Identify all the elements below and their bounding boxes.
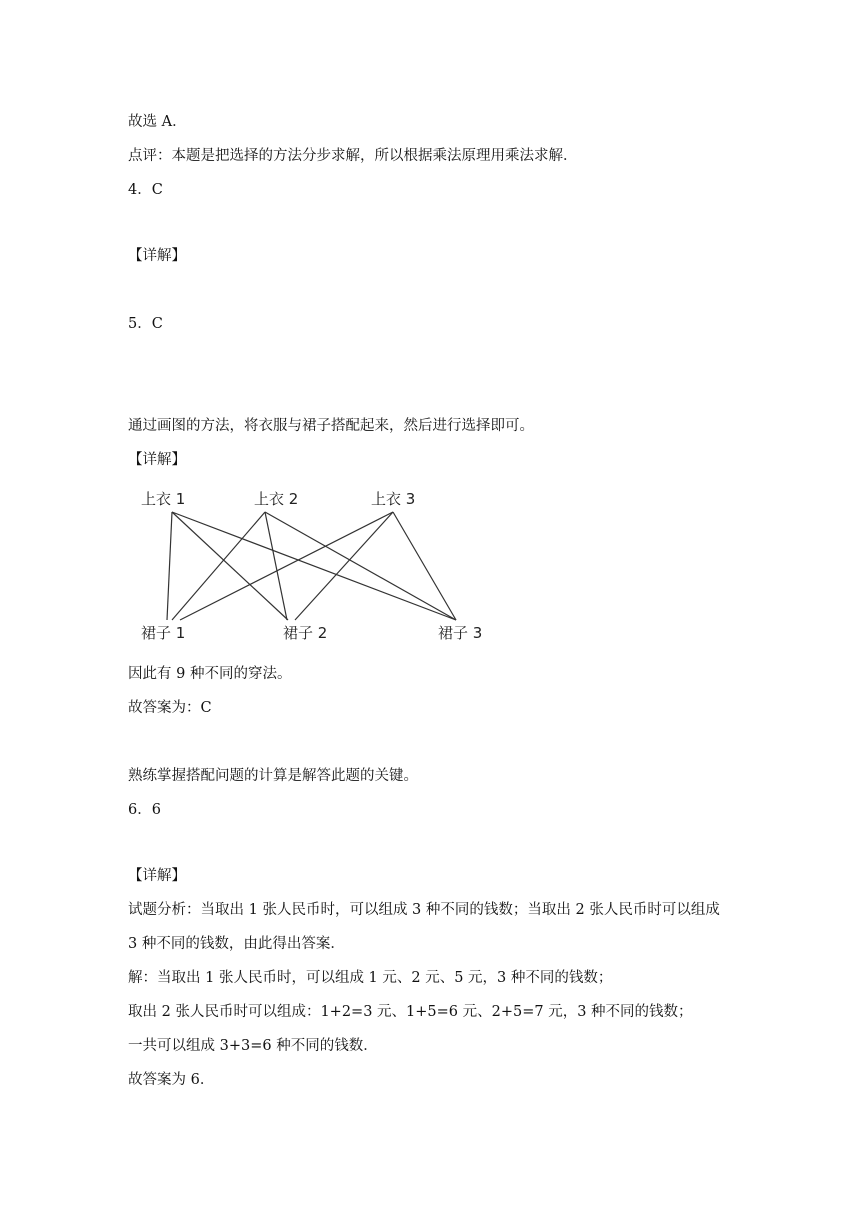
skirt-label-3: 裙子 3 <box>438 624 483 642</box>
line-top1-skirt1 <box>167 512 172 620</box>
answer-line: 故答案为：C <box>128 700 212 716</box>
top-label-2: 上衣 2 <box>254 490 299 508</box>
solution-line-1: 解：当取出 1 张人民币时，可以组成 1 元、2 元、5 元，3 种不同的钱数； <box>128 970 613 986</box>
analysis-line: 试题分析：当取出 1 张人民币时，可以组成 3 种不同的钱数；当取出 2 张人民币时可以组成 <box>128 902 720 918</box>
solution-line-3: 一共可以组成 3+3=6 种不同的钱数． <box>128 1038 378 1054</box>
detail-heading: 【详解】 <box>128 248 186 264</box>
question-4-answer: 4．C <box>128 182 163 198</box>
skirt-label-2: 裙子 2 <box>283 624 328 642</box>
answer-line: 故答案为 6． <box>128 1072 215 1088</box>
method-line: 通过画图的方法，将衣服与裙子搭配起来，然后进行选择即可。 <box>128 418 534 434</box>
top-label-3: 上衣 3 <box>371 490 416 508</box>
comment-line: 点评：本题是把选择的方法分步求解，所以根据乘法原理用乘法求解． <box>128 148 578 164</box>
solution-line-2: 取出 2 张人民币时可以组成：1+2=3 元、1+5=6 元、2+5=7 元，3 种不同的钱数； <box>128 1004 693 1020</box>
key-point-line: 熟练掌握搭配问题的计算是解答此题的关键。 <box>128 768 418 784</box>
line-top3-skirt2 <box>295 512 393 620</box>
connection-lines <box>167 512 456 620</box>
question-5-answer: 5．C <box>128 316 163 332</box>
line-top1-skirt2 <box>172 512 288 620</box>
question-6-answer: 6．6 <box>128 802 161 818</box>
top-label-1: 上衣 1 <box>141 490 186 508</box>
answer-line: 故选 A． <box>128 114 187 130</box>
result-line: 因此有 9 种不同的穿法。 <box>128 666 292 682</box>
line-top1-skirt3 <box>172 512 456 620</box>
skirt-label-1: 裙子 1 <box>141 624 186 642</box>
analysis-line-cont: 3 种不同的钱数，由此得出答案． <box>128 936 345 952</box>
line-top3-skirt3 <box>393 512 456 620</box>
line-top2-skirt2 <box>265 512 287 620</box>
detail-heading: 【详解】 <box>128 868 186 884</box>
line-top2-skirt1 <box>172 512 265 620</box>
detail-heading: 【详解】 <box>128 452 186 468</box>
matching-diagram <box>128 480 488 650</box>
